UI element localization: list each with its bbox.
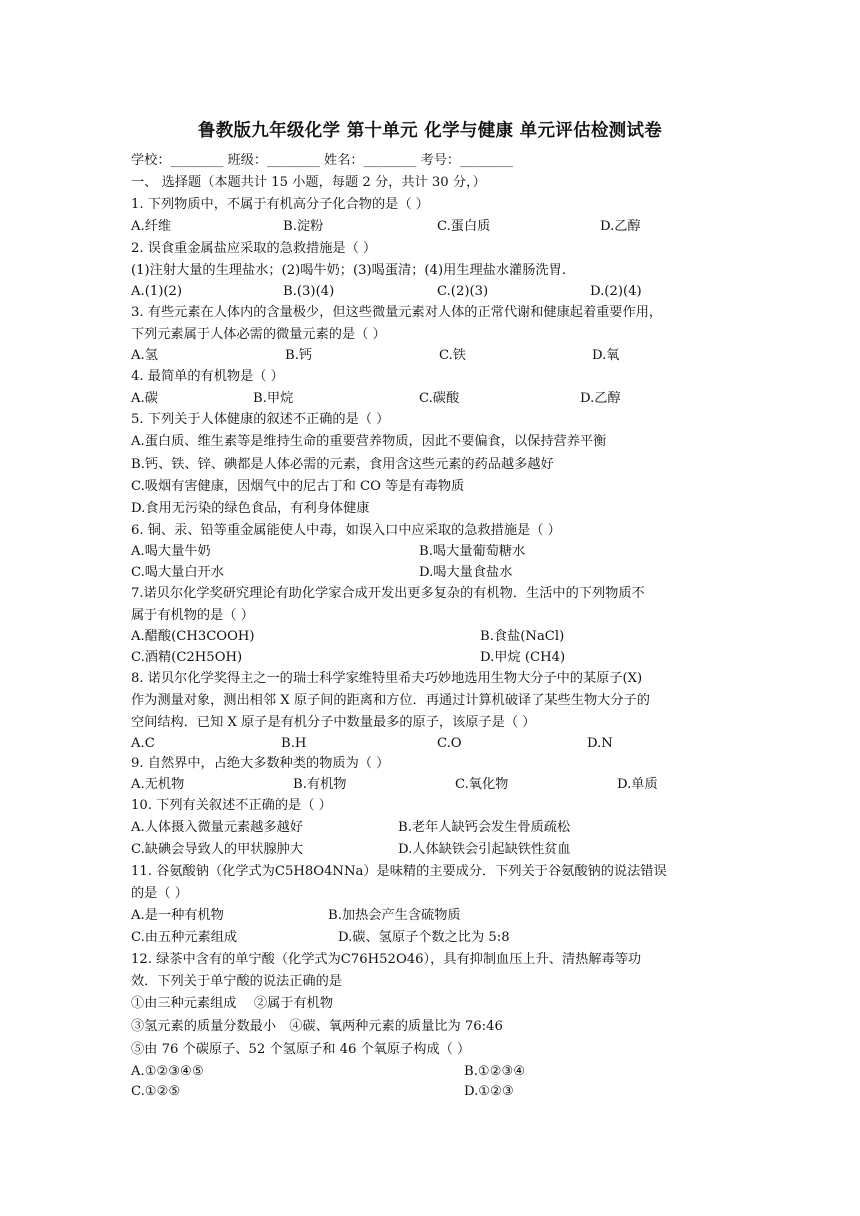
- option-c: C.由五种元素组成: [131, 930, 238, 945]
- question-stem: 9. 自然界中，占绝大多数种类的物质为（ ）: [131, 756, 390, 771]
- question-stem-line: 下列元素属于人体必需的微量元素的是（ ）: [131, 327, 386, 342]
- option-c: C.吸烟有害健康，因烟气中的尼古丁和 CO 等是有毒物质: [131, 479, 465, 494]
- option-b: B.淀粉: [283, 219, 324, 234]
- option-c: C.蛋白质: [437, 219, 491, 234]
- option-d: D.N: [587, 736, 613, 751]
- question-stem-line: 效．下列关于单宁酸的说法正确的是: [131, 974, 342, 989]
- option-d: D.食用无污染的绿色食品，有利身体健康: [131, 501, 370, 516]
- option-c: C.碳酸: [419, 391, 460, 406]
- question-stem: 4. 最简单的有机物是（ ）: [131, 369, 284, 384]
- option-a: A.纤维: [131, 219, 172, 234]
- option-c: C.喝大量白开水: [131, 565, 224, 580]
- option-d: D.乙醇: [600, 219, 641, 234]
- section-heading: 一、 选择题（本题共计 15 小题，每题 2 分，共计 30 分，）: [131, 175, 486, 190]
- question-stem: 10. 下列有关叙述不正确的是（ ）: [131, 798, 332, 813]
- option-b: B.加热会产生含硫物质: [328, 908, 461, 923]
- question-stem-line: 的是（ ）: [131, 886, 188, 901]
- option-a: A.C: [131, 736, 155, 751]
- page-title: 鲁教版九年级化学 第十单元 化学与健康 单元评估检测试卷: [197, 121, 663, 141]
- option-d: D.氧: [592, 348, 620, 363]
- option-a: A.是一种有机物: [131, 908, 224, 923]
- question-stem: 8. 诺贝尔化学奖得主之一的瑞士科学家维特里希夫巧妙地选用生物大分子中的某原子(X): [131, 671, 643, 686]
- question-stem-line: 空间结构．已知 X 原子是有机分子中数量最多的原子，该原子是（ ）: [131, 715, 536, 730]
- question-stem-line: ①由三种元素组成 ②属于有机物: [131, 996, 334, 1011]
- option-d: D.喝大量食盐水: [419, 565, 513, 580]
- option-d: D.①②③: [464, 1084, 514, 1099]
- option-b: B.(3)(4): [283, 284, 335, 299]
- option-c: C.①②⑤: [131, 1084, 181, 1099]
- option-b: B.喝大量葡萄糖水: [419, 544, 526, 559]
- question-stem-line: 属于有机物的是（ ）: [131, 608, 254, 623]
- option-c: C.铁: [439, 348, 466, 363]
- question-stem: 11. 谷氨酸钠（化学式为C5H8O4NNa）是味精的主要成分．下列关于谷氨酸钠的说法错误: [131, 864, 667, 879]
- option-d: D.乙醇: [580, 391, 621, 406]
- option-a: A.醋酸(CH3COOH): [131, 629, 255, 644]
- option-c: C.缺碘会导致人的甲状腺肿大: [131, 842, 304, 857]
- option-b: B.老年人缺钙会发生骨质疏松: [398, 820, 571, 835]
- option-b: B.食盐(NaCl): [480, 629, 565, 644]
- question-stem-line: (1)注射大量的生理盐水；(2)喝牛奶；(3)喝蛋清；(4)用生理盐水灌肠洗胃.: [131, 263, 566, 278]
- question-stem: 5. 下列关于人体健康的叙述不正确的是（ ）: [131, 412, 390, 427]
- option-d: D.人体缺铁会引起缺铁性贫血: [398, 842, 571, 857]
- option-a: A.蛋白质、维生素等是维持生命的重要营养物质，因此不要偏食，以保持营养平衡: [131, 434, 607, 449]
- question-stem: 1. 下列物质中，不属于有机高分子化合物的是（ ）: [131, 197, 429, 212]
- question-stem-line: ③氢元素的质量分数最小 ④碳、氧两种元素的质量比为 76:46: [131, 1019, 503, 1034]
- question-stem: 12. 绿茶中含有的单宁酸（化学式为C76H52O46），具有抑制血压上升、清热解毒等功: [131, 952, 642, 967]
- option-d: D.单质: [617, 777, 658, 792]
- option-b: B.有机物: [293, 777, 347, 792]
- option-a: A.(1)(2): [131, 284, 183, 299]
- option-a: A.无机物: [131, 777, 185, 792]
- question-stem: 2. 误食重金属盐应采取的急救措施是（ ）: [131, 241, 377, 256]
- option-d: D.碳、氢原子个数之比为 5:8: [338, 930, 510, 945]
- option-d: D.(2)(4): [590, 284, 642, 299]
- option-b: B.钙: [285, 348, 313, 363]
- question-stem: 6. 铜、汞、铅等重金属能使人中毒，如误入口中应采取的急救措施是（ ）: [131, 523, 561, 538]
- option-b: B.钙、铁、锌、碘都是人体必需的元素，食用含这些元素的药品越多越好: [131, 457, 554, 472]
- question-stem: 7.诺贝尔化学奖研究理论有助化学家合成开发出更多复杂的有机物．生活中的下列物质不: [131, 586, 645, 601]
- info-line: 学校：________ 班级：________ 姓名：________ 考号：________: [131, 153, 513, 168]
- option-c: C.(2)(3): [437, 284, 489, 299]
- option-b: B.①②③④: [464, 1064, 526, 1079]
- option-a: A.氢: [131, 348, 158, 363]
- option-c: C.酒精(C2H5OH): [131, 650, 243, 665]
- option-b: B.H: [281, 736, 307, 751]
- option-a: A.喝大量牛奶: [131, 544, 211, 559]
- option-b: B.甲烷: [253, 391, 294, 406]
- question-stem: 3. 有些元素在人体内的含量极少，但这些微量元素对人体的正常代谢和健康起着重要作用，: [131, 305, 663, 320]
- option-c: C.氧化物: [455, 777, 509, 792]
- question-stem-line: ⑤由 76 个碳原子、52 个氢原子和 46 个氧原子构成（ ）: [131, 1042, 471, 1057]
- option-a: A.碳: [131, 391, 158, 406]
- option-c: C.O: [437, 736, 462, 751]
- option-a: A.①②③④⑤: [131, 1064, 204, 1079]
- option-d: D.甲烷 (CH4): [480, 650, 566, 665]
- option-a: A.人体摄入微量元素越多越好: [131, 820, 303, 835]
- question-stem-line: 作为测量对象，测出相邻 X 原子间的距离和方位．再通过计算机破译了某些生物大分子的: [131, 693, 650, 708]
